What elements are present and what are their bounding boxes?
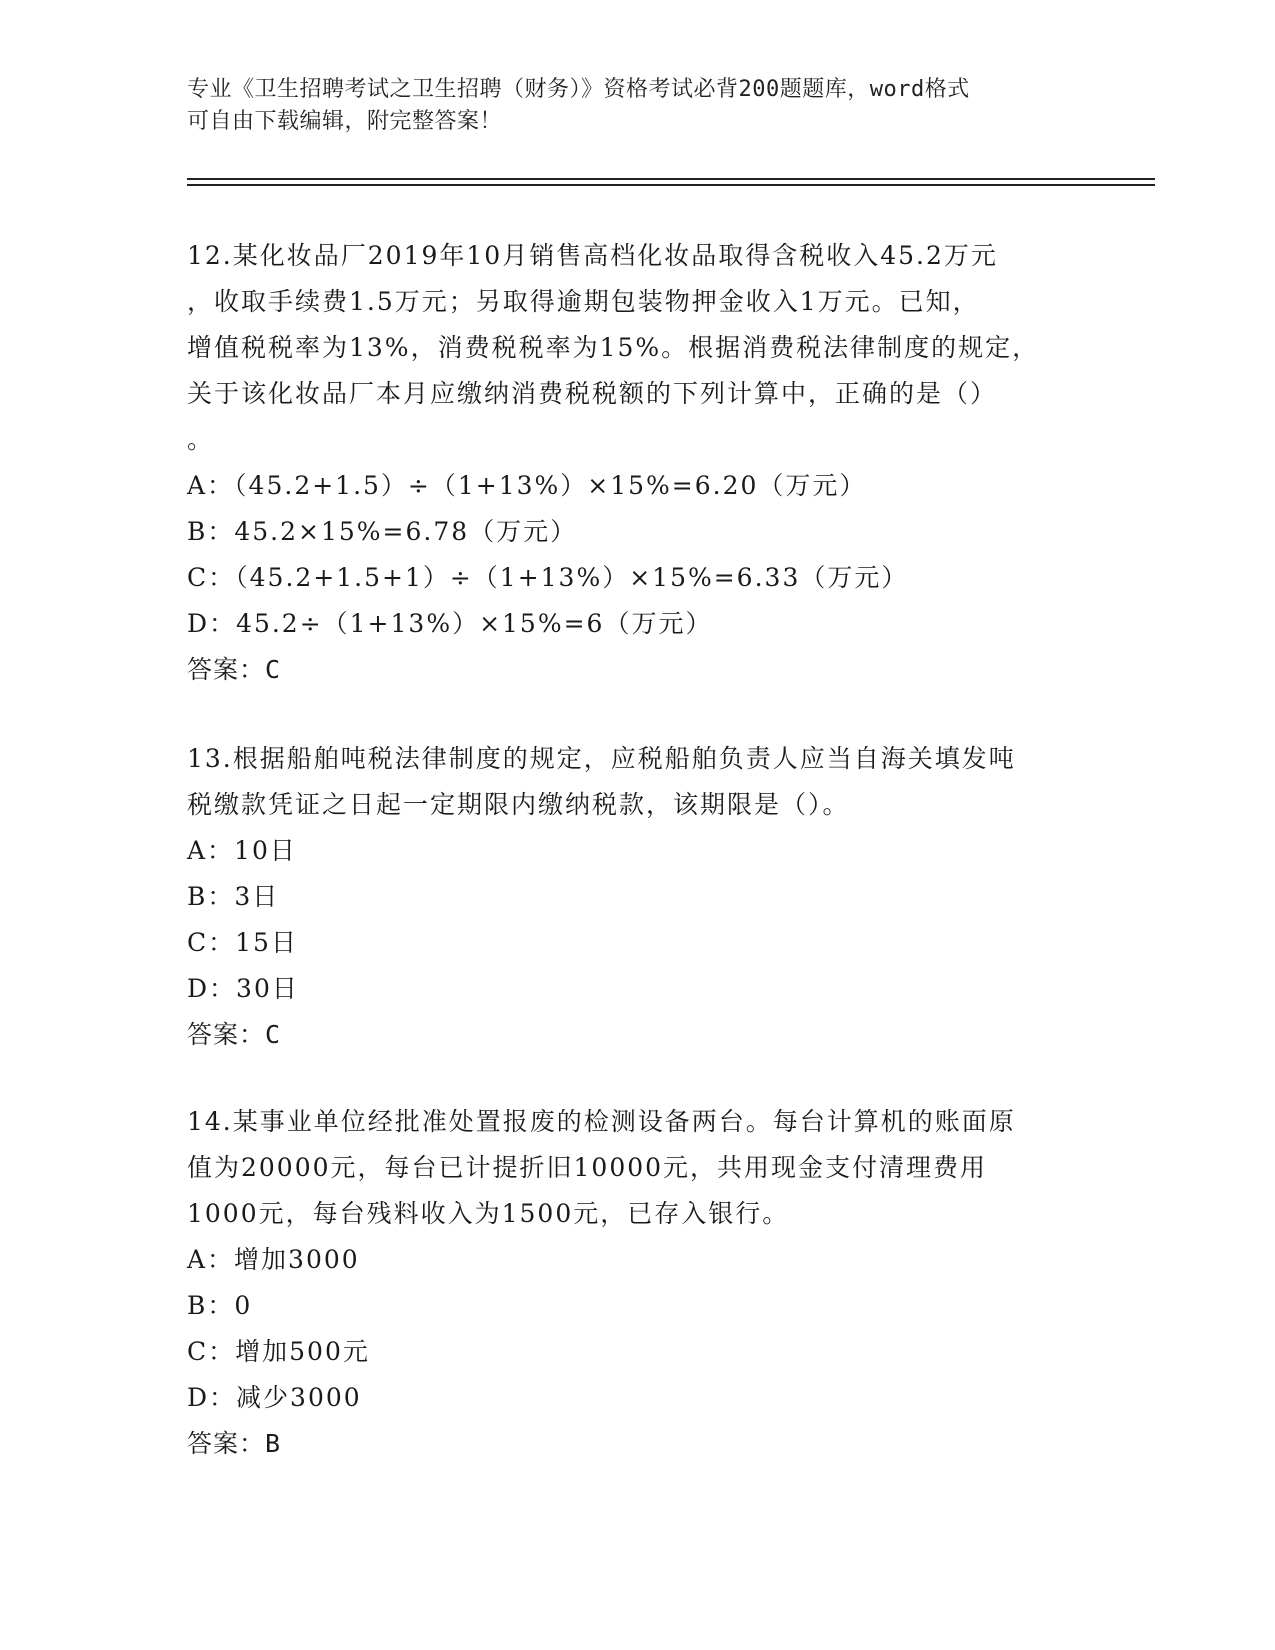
option-a: A：（45.2+1.5）÷（1+13%）×15%=6.20（万元） [187,471,867,500]
question-14 [187,1099,1087,1467]
question-stem-line: 13.根据船舶吨税法律制度的规定，应税船舶负责人应当自海关填发吨 [187,744,1016,773]
option-b: B：0 [187,1291,253,1320]
question-stem-line: 12.某化妆品厂2019年10月销售高档化妆品取得含税收入45.2万元 [187,241,998,270]
option-c: C：15日 [187,928,298,957]
option-d: D：45.2÷（1+13%）×15%=6（万元） [187,609,713,638]
question-stem-line: 增值税税率为13%，消费税税率为15%。根据消费税法律制度的规定， [187,333,1040,362]
option-a: A：增加3000 [187,1245,360,1274]
question-13 [187,736,1087,1058]
header-line-1: 专业《卫生招聘考试之卫生招聘（财务）》资格考试必背200题题库，word格式 [187,77,970,102]
document-header [187,74,1087,138]
question-stem-line: 。 [187,425,215,454]
header-divider-bottom [187,184,1155,186]
question-stem-line: 14.某事业单位经批准处置报废的检测设备两台。每台计算机的账面原 [187,1107,1016,1136]
option-d: D：30日 [187,974,299,1003]
header-divider-top [187,178,1155,180]
answer-label: 答案：C [187,655,282,684]
answer-label: 答案：C [187,1020,282,1049]
option-b: B：45.2×15%=6.78（万元） [187,517,578,546]
option-a: A：10日 [187,836,297,865]
question-stem-line: 关于该化妆品厂本月应缴纳消费税税额的下列计算中，正确的是（） [187,379,998,408]
answer-label: 答案：B [187,1429,282,1458]
question-stem-line: 1000元，每台残料收入为1500元，已存入银行。 [187,1199,790,1228]
option-c: C：增加500元 [187,1337,370,1366]
option-b: B：3日 [187,882,280,911]
header-line-2: 可自由下载编辑，附完整答案！ [187,109,503,134]
question-stem-line: 值为20000元，每台已计提折旧10000元，共用现金支付清理费用 [187,1153,988,1182]
option-d: D：减少3000 [187,1383,362,1412]
question-stem-line: 税缴款凭证之日起一定期限内缴纳税款，该期限是（）。 [187,790,850,819]
option-c: C：（45.2+1.5+1）÷（1+13%）×15%=6.33（万元） [187,563,909,592]
question-12 [187,233,1087,693]
question-stem-line: ，收取手续费1.5万元；另取得逾期包装物押金收入1万元。已知， [187,287,980,316]
